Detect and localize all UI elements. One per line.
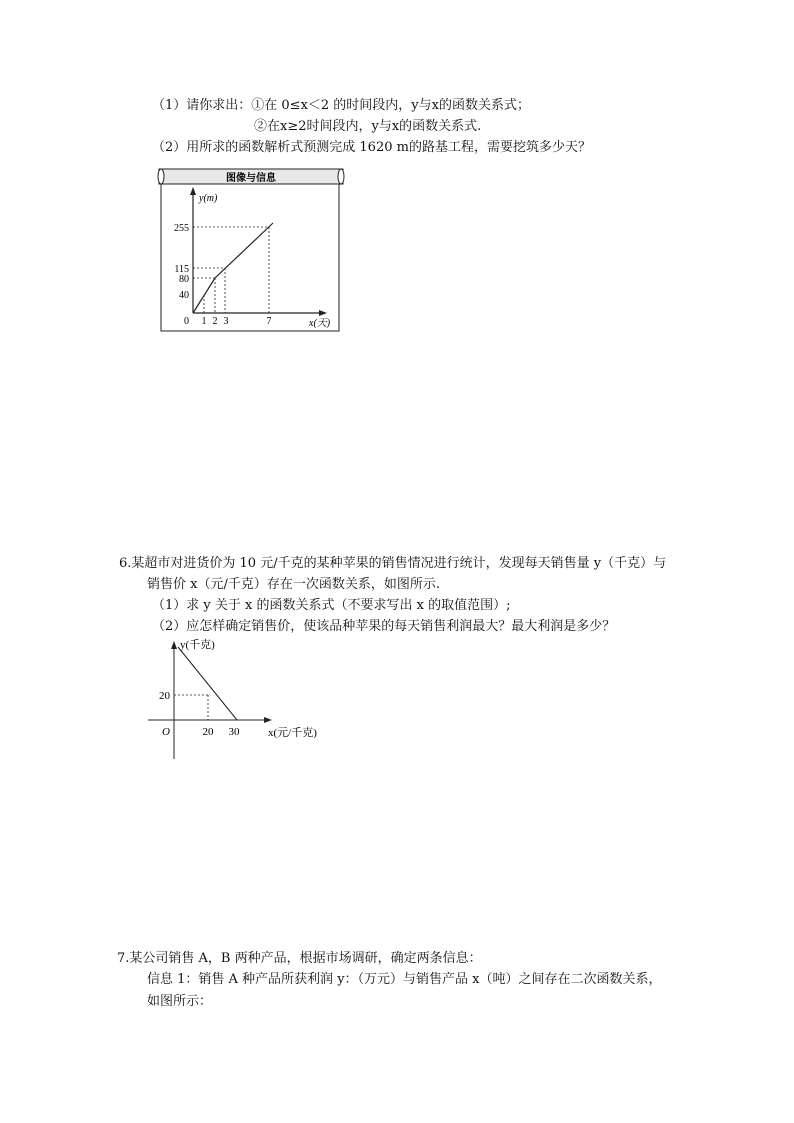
q5-figure [155,165,355,335]
q7-info1-line1: 信息 1：销售 A 种产品所获利润 y：（万元）与销售产品 x（吨）之间存在二次函数关系， [147,972,662,987]
q6-part2: （2）应怎样确定销售价，使该品种苹果的每天销售利润最大？最大利润是多少？ [152,619,616,634]
q5-part1-a: （1）请你求出：①在 0≤x＜2 的时间段内，y与x的函数关系式； [152,98,530,113]
q5-origin: 0 [184,316,189,327]
q5-x-tick-7: 7 [266,316,272,327]
q5-y-arrow [190,187,196,195]
q6-x-tick-20: 20 [202,726,214,738]
q7-info1-line2: 如图所示： [147,994,213,1009]
q6-origin: O [162,726,170,738]
q7-stem: 7.某公司销售 A，B 两种产品，根据市场调研，确定两条信息： [117,951,482,966]
q6-x-arrow [264,717,272,723]
q5-x-tick-3: 3 [223,316,229,327]
q5-frame [161,169,339,331]
q5-y-tick-40: 40 [179,290,189,301]
q6-x-axis-label: x(元/千克) [268,727,317,739]
q5-x-tick-2: 2 [212,316,218,327]
q5-banner-title: 图像与信息 [226,173,276,184]
q6-y-arrow [171,641,177,649]
q6-part1: （1）求 y 关于 x 的函数关系式（不要求写出 x 的取值范围）; [152,598,511,613]
q5-x-arrow [319,310,327,316]
q5-banner-curl-left [158,169,164,184]
q5-x-tick-1: 1 [201,316,207,327]
q5-banner-curl-right [338,169,344,184]
q5-y-tick-80: 80 [179,274,189,285]
q6-figure [140,637,340,762]
q6-y-tick-20: 20 [159,690,170,702]
q5-y-tick-115: 115 [174,264,189,275]
q6-x-tick-30: 30 [228,726,240,738]
q5-y-axis-label: y(m) [199,193,218,204]
q5-y-tick-255: 255 [174,223,189,234]
q5-part1-b: ②在x≥2时间段内，y与x的函数关系式. [254,119,482,134]
q5-part2: （2）用所求的函数解析式预测完成 1620 m的路基工程，需要挖筑多少天？ [152,140,591,155]
q6-stem-line2: 销售价 x（元/千克）存在一次函数关系，如图所示. [147,577,440,592]
q6-function-line [178,647,237,720]
q6-stem-line1: 6.某超市对进货价为 10 元/千克的某种苹果的销售情况进行统计，发现每天销售量 y（千克）与 [119,556,667,571]
q5-x-axis-label: x(天) [309,318,331,329]
q6-y-axis-label: y(千克) [180,639,215,651]
